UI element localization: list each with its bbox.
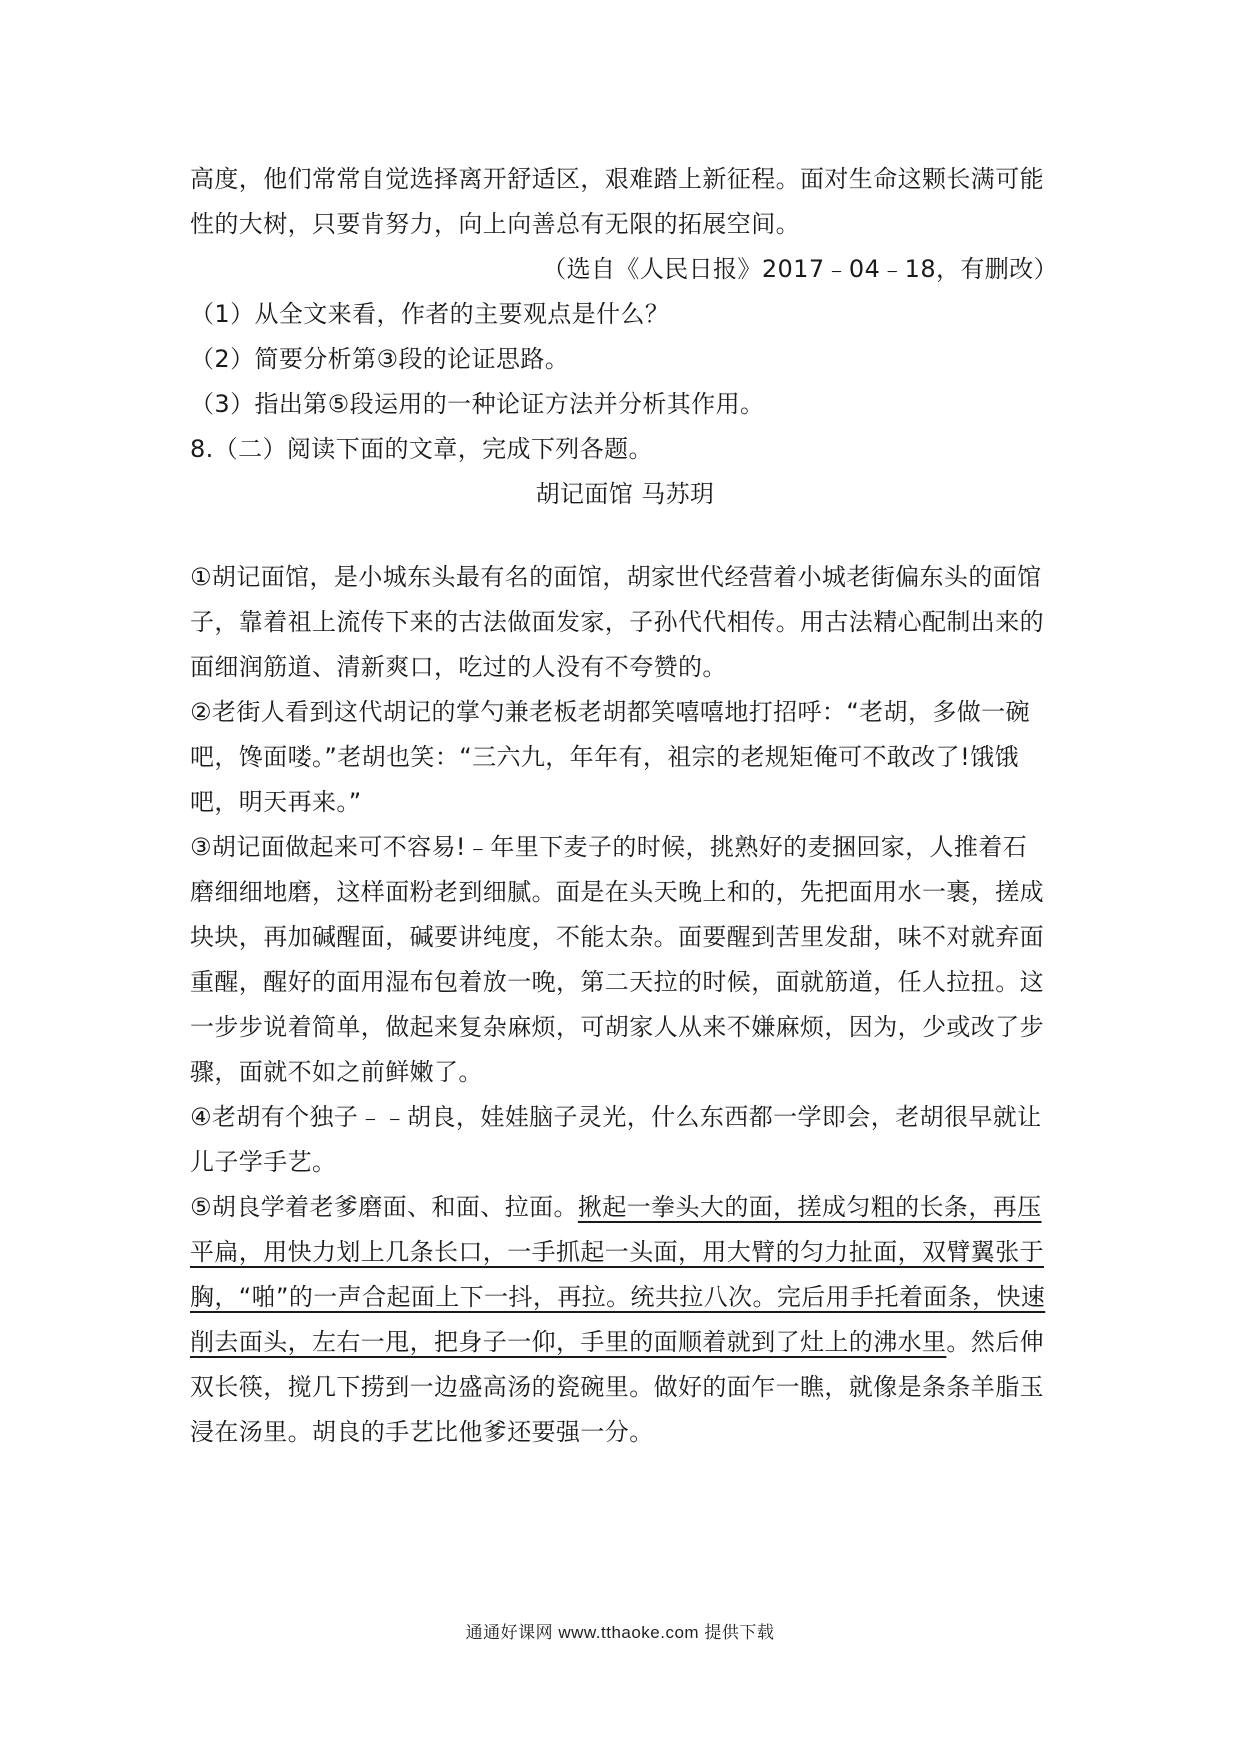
underlined-text: 平扁，用快力划上几条长口，一手抓起一头面，用大臂的匀力扯面，双臂翼张于 xyxy=(190,1238,1044,1266)
paragraph-line: 重醒，醒好的面用湿布包着放一晚，第二天拉的时候，面就筋道，任人拉扭。这 xyxy=(190,968,1044,996)
paragraph-2 xyxy=(190,690,1060,825)
paragraph-line: ②老街人看到这代胡记的掌勺兼老板老胡都笑嘻嘻地打招呼：“老胡，多做一碗 xyxy=(190,698,1030,726)
paragraph-line: 磨细细地磨，这样面粉老到细腻。面是在头天晚上和的，先把面用水一裹，搓成 xyxy=(190,878,1044,906)
paragraph-4 xyxy=(190,1095,1060,1185)
paragraph-line: 块块，再加碱醒面，碱要讲纯度，不能太杂。面要醒到苦里发甜，味不对就弃面 xyxy=(190,923,1044,951)
previous-passage xyxy=(190,157,1060,292)
paragraph-line xyxy=(190,1275,1060,1320)
section-heading: 8.（二）阅读下面的文章，完成下列各题。 xyxy=(190,435,653,463)
paragraph-line xyxy=(190,1185,1060,1230)
passage-line: 性的大树，只要肯努力，向上向善总有无限的拓展空间。 xyxy=(190,210,800,238)
source-citation: （选自《人民日报》2017﹣04﹣18，有删改） xyxy=(542,255,1058,283)
paragraph-line: 儿子学手艺。 xyxy=(190,1148,337,1176)
paragraph-line: 一步步说着简单，做起来复杂麻烦，可胡家人从来不嫌麻烦，因为，少或改了步 xyxy=(190,1013,1044,1041)
plain-text: 。然后伸 xyxy=(946,1328,1045,1356)
underlined-text: 削去面头，左右一甩，把身子一仰，手里的面顺着就到了灶上的沸水里 xyxy=(190,1328,947,1356)
question-item: （3）指出第⑤段运用的一种论证方法并分析其作用。 xyxy=(190,390,765,418)
paragraph-line: 面细润筋道、清新爽口，吃过的人没有不夸赞的。 xyxy=(190,653,727,681)
underlined-text: 揪起一拳头大的面，搓成匀粗的长条，再压 xyxy=(577,1193,1042,1221)
question-item: （1）从全文来看，作者的主要观点是什么？ xyxy=(190,300,670,328)
question-item: （2）简要分析第③段的论证思路。 xyxy=(190,345,570,373)
paragraph-line: 吧，明天再来。” xyxy=(190,788,362,816)
paragraph-1 xyxy=(190,555,1060,690)
paragraph-line: 吧，馋面喽。”老胡也笑：“三六九，年年有，祖宗的老规矩俺可不敢改了!饿饿 xyxy=(190,743,1019,771)
paragraph-line xyxy=(190,1230,1060,1275)
paragraph-line: ④老胡有个独子﹣﹣胡良，娃娃脑子灵光，什么东西都一学即会，老胡很早就让 xyxy=(190,1103,1042,1131)
underlined-text: 胸，“啪”的一声合起面上下一抖，再拉。统共拉八次。完后用手托着面条，快速 xyxy=(190,1283,1046,1311)
paragraph-5 xyxy=(190,1185,1060,1455)
paragraph-line xyxy=(190,1320,1060,1365)
page-footer: 通通好课网 www.tthaoke.com 提供下载 xyxy=(465,1623,775,1642)
passage-line: 高度，他们常常自觉选择离开舒适区，艰难踏上新征程。面对生命这颗长满可能 xyxy=(190,165,1044,193)
paragraph-line: 双长筷，搅几下捞到一边盛高汤的瓷碗里。做好的面乍一瞧，就像是条条羊脂玉 xyxy=(190,1373,1044,1401)
plain-text: ⑤胡良学着老爹磨面、和面、拉面。 xyxy=(190,1193,578,1221)
paragraph-line: 子，靠着祖上流传下来的古法做面发家，子孙代代相传。用古法精心配制出来的 xyxy=(190,608,1044,636)
paragraph-3 xyxy=(190,825,1060,1095)
question-list xyxy=(190,292,1060,427)
paragraph-line: 骤，面就不如之前鲜嫩了。 xyxy=(190,1058,483,1086)
paragraph-line: ①胡记面馆，是小城东头最有名的面馆，胡家世代经营着小城老街偏东头的面馆 xyxy=(190,563,1042,591)
article-title: 胡记面馆 马苏玥 xyxy=(535,480,715,508)
paragraph-line: 浸在汤里。胡良的手艺比他爹还要强一分。 xyxy=(190,1418,654,1446)
paragraph-line: ③胡记面做起来可不容易!﹣年里下麦子的时候，挑熟好的麦捆回家，人推着石 xyxy=(190,833,1028,861)
page-content xyxy=(190,157,1060,1455)
